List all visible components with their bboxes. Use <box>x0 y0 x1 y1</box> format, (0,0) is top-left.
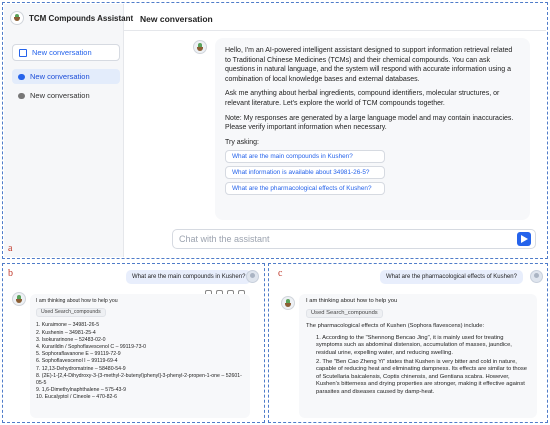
sidebar-item-conversation-1[interactable] <box>12 69 120 84</box>
sidebar-item-conversation-2[interactable] <box>12 88 120 103</box>
list-item: 1. Kuraimone – 34981-26-5 <box>36 322 100 329</box>
tool-used-badge[interactable]: Used Search_compounds <box>36 308 106 317</box>
list-item: 5. Sophoraflavanone E – 99119-72-9 <box>36 351 121 358</box>
user-avatar-icon <box>530 270 543 283</box>
assistant-avatar-icon <box>281 296 295 310</box>
response-intro: The pharmacological effects of Kushen (Sophora flavescens) include: <box>306 323 485 330</box>
assistant-avatar-icon <box>12 292 26 306</box>
thinking-text: I am thinking about how to help you <box>36 298 118 304</box>
welcome-paragraph-1: Hello, I'm an AI-powered intelligent assistant designed to support information retrieval related to Traditional Chinese Medicines (TCMs) and their chemical compounds. You can ask questions in natural language, and the system will respond with accurate information using a combination of local knowledge bases and external databases. <box>225 47 513 83</box>
compound-list <box>36 322 244 401</box>
list-item: 9. 1,6-Dimethylnaphthalene – 575-43-9 <box>36 387 126 394</box>
sidebar <box>4 4 134 257</box>
tool-used-badge[interactable]: Used Search_compounds <box>306 309 383 319</box>
list-item: 2. Kushenin – 34981-25-4 <box>36 329 96 336</box>
list-item: 2. The "Ben Cao Zheng Yi" states that Kushen is very bitter and cold in nature, capable of reducing heat and eliminating dampness. Its effects are similar to those of Scutellaria baicalensis, Coptis chinensis, and Gentiana scabra. However, Kushen's bitterness and drying properties are stronger, making it effective against parasites and diseases caused by damp-heat. <box>316 358 527 395</box>
effects-list <box>306 335 530 397</box>
edit-icon <box>19 49 27 57</box>
assistant-response-b <box>30 294 250 418</box>
assistant-avatar-icon <box>193 40 207 54</box>
suggestion-button-2[interactable]: What information is available about 34981-26-5? <box>225 166 385 179</box>
welcome-paragraph-2: Ask me anything about herbal ingredients, compound identifiers, molecular structures, or relevant literature. Let's explore the world of TCM compounds together. <box>225 90 500 107</box>
list-item: 7. 12,13-Dehydromatrine – 58480-54-9 <box>36 365 126 372</box>
user-question-b: What are the main compounds in Kushen? <box>126 270 251 284</box>
chat-bubble-icon <box>18 93 25 99</box>
list-item: 3. Isokurarinone – 52483-02-0 <box>36 336 106 343</box>
panel-label-a: a <box>8 243 13 254</box>
list-item: 4. Kurarildin / Sophoflavescenol C – 99119-73-0 <box>36 344 147 351</box>
suggestion-button-1[interactable]: What are the main compounds in Kushen? <box>225 150 385 163</box>
page-title: New conversation <box>140 14 213 24</box>
new-conversation-button[interactable] <box>12 44 120 61</box>
chat-bubble-icon <box>18 74 25 80</box>
list-item: 1. According to the "Shennong Bencao Jing", it is mainly used for treating symptoms such as abdominal distension, accumulation of masses, jaundice, residual urine, expelling water, and reducing swelling. <box>316 334 512 356</box>
welcome-paragraph-3: Note: My responses are generated by a large language model and may contain inaccuracies. Please verify important information when necessary. <box>225 114 514 132</box>
user-avatar-icon <box>246 270 259 283</box>
brand <box>10 11 133 25</box>
app-name: TCM Compounds Assistant <box>29 13 134 23</box>
thinking-text: I am thinking about how to help you <box>306 298 398 304</box>
list-item: 6. Sophoflavescenol I – 99119-69-4 <box>36 358 118 365</box>
list-item: 8. (2E)-1-[2,4-Dihydroxy-3-(3-methyl-2-butenyl)phenyl]-3-phenyl-2-propen-1-one – 52601-05-5 <box>36 372 242 387</box>
try-asking-label: Try asking: <box>225 138 259 146</box>
user-question-c: What are the pharmacological effects of Kushen? <box>380 270 523 284</box>
assistant-response-c <box>299 294 537 418</box>
chat-input[interactable]: Chat with the assistant <box>172 229 536 249</box>
list-item: 10. Eucalyptol / Cineole – 470-82-6 <box>36 394 118 401</box>
herb-bowl-logo-icon <box>10 11 24 25</box>
sidebar-item-label: New conversation <box>30 72 90 81</box>
new-conversation-label: New conversation <box>32 48 92 57</box>
send-icon[interactable] <box>517 232 531 246</box>
panel-label-b: b <box>8 268 13 279</box>
welcome-message <box>215 38 530 220</box>
header-divider <box>124 30 546 31</box>
suggestion-button-3[interactable]: What are the pharmacological effects of Kushen? <box>225 182 385 195</box>
panel-label-c: c <box>278 268 283 279</box>
sidebar-item-label: New conversation <box>30 91 90 100</box>
